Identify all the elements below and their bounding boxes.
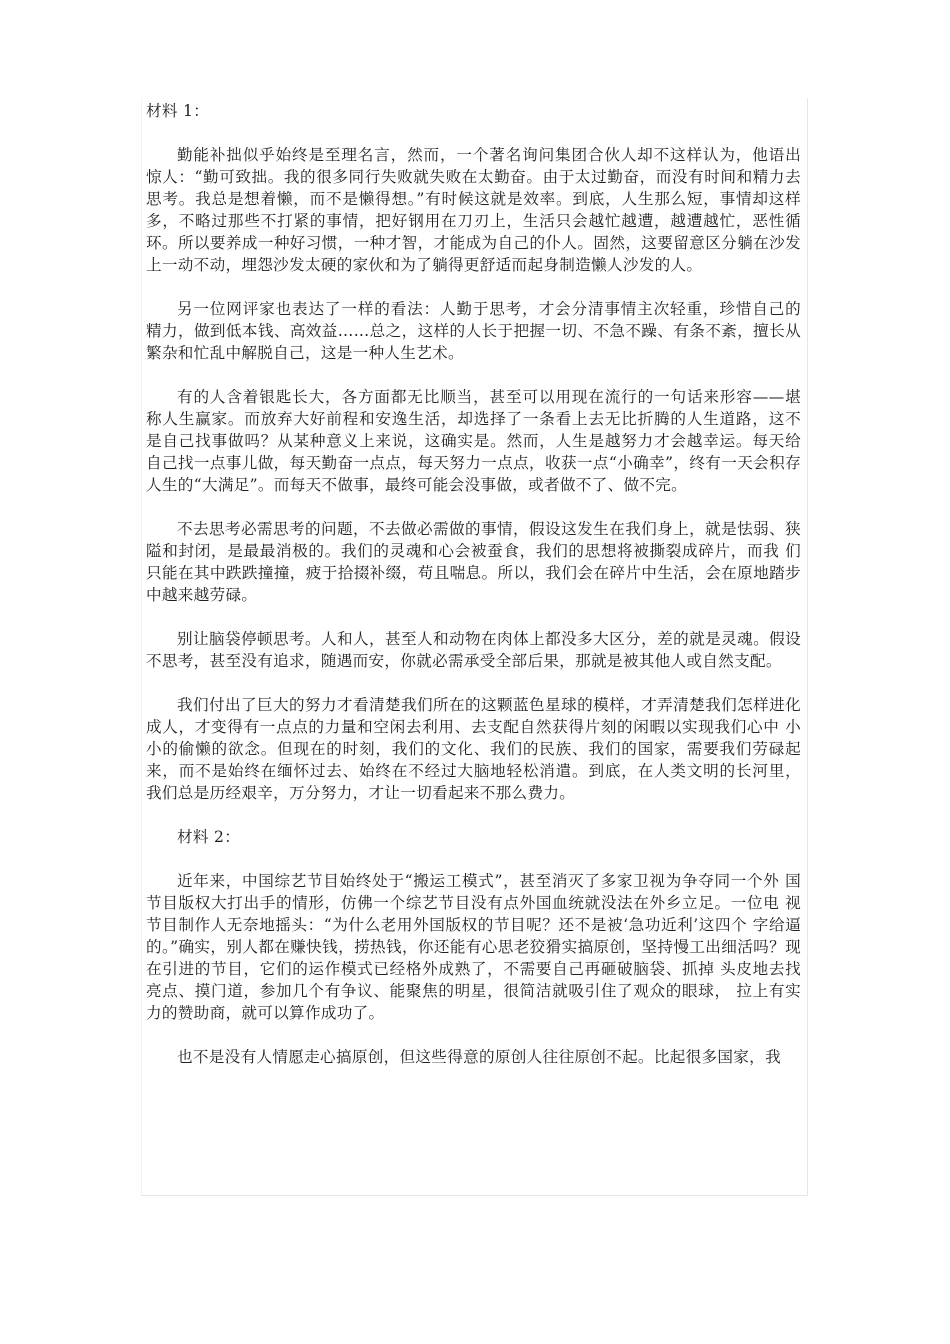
material-2-title: 材料 2： [177, 828, 241, 846]
material-1-title: 材料 1： [146, 102, 210, 120]
material-1-paragraph-5: 别让脑袋停顿思考。人和人，甚至人和动物在肉体上都没多大区分，差的就是灵魂。假设不思考，甚至没有追求，随遇而安，你就必需承受全部后果，那就是被其他人或自然支配。 [146, 630, 801, 670]
document-body [146, 100, 801, 1068]
material-1-paragraph-1: 勤能补拙似乎始终是至理名言，然而，一个著名询问集团合伙人却不这样认为，他语出 惊人：“勤可致拙。我的很多同行失败就失败在太勤奋。由于太过勤奋，而没有时间和精力去思考。我总是想着懒，而不是懒得想。”有时候这就是效率。到底，人生那么短，事情却这样多，不略过那些不打紧的事情，把好钢用在刀刃上，生活只会越忙越遭，越遭越忙，恶性循环。所以要养成一种好习惯，一种才智，才能成为自己的仆人。固然，这要留意区分躺在沙发上一动不动，埋怨沙发太硬的家伙和为了躺得更舒适而起身制造懒人沙发的人。 [146, 146, 801, 274]
material-2-paragraph-1: 近年来，中国综艺节目始终处于“搬运工模式”，甚至消灭了多家卫视为争夺同一个外 国节目版权大打出手的情形，仿佛一个综艺节目没有点外国血统就没法在外乡立足。一位电 视节目制作人无奈地摇头：“为什么老用外国版权的节目呢？还不是被‘急功近利’这四个 字给逼的。”确实，别人都在赚快钱，捞热钱，你还能有心思老狡猾实搞原创，坚持慢工出细活吗？现在引进的节目，它们的运作模式已经格外成熟了，不需要自己再砸破脑袋、抓掉 头皮地去找亮点、摸门道，参加几个有争议、能聚焦的明星，很简洁就吸引住了观众的眼球， 拉上有实力的赞助商，就可以算作成功了。 [146, 872, 801, 1022]
material-1-paragraph-3: 有的人含着银匙长大，各方面都无比顺当，甚至可以用现在流行的一句话来形容——堪 称人生赢家。而放弃大好前程和安逸生活，却选择了一条看上去无比折腾的人生道路，这不 是自己找事做吗？从某种意义上来说，这确实是。然而，人生是越努力才会越幸运。每天给 自己找一点事儿做，每天勤奋一点点，每天努力一点点，收获一点“小确幸”，终有一天会积存人生的“大满足”。而每天不做事，最终可能会没事做，或者做不了、做不完。 [146, 388, 801, 494]
material-1-paragraph-4: 不去思考必需思考的问题，不去做必需做的事情，假设这发生在我们身上，就是怯弱、狭隘和封闭，是最最消极的。我们的灵魂和心会被蚕食，我们的思想将被撕裂成碎片，而我 们只能在其中跌跌撞撞，疲于拾掇补缀，苟且喘息。所以，我们会在碎片中生活，会在原地踏步中越来越劳碌。 [146, 520, 801, 604]
material-1-paragraph-6: 我们付出了巨大的努力才看清楚我们所在的这颗蓝色星球的模样，才弄清楚我们怎样进化成人，才变得有一点点的力量和空闲去利用、去支配自然获得片刻的闲暇以实现我们心中 小小的偷懒的欲念。但现在的时刻，我们的文化、我们的民族、我们的国家，需要我们劳碌起来，而不是始终在缅怀过去、始终在不经过大脑地轻松消遣。到底，在人类文明的长河里， 我们总是历经艰辛，万分努力，才让一切看起来不那么费力。 [146, 696, 801, 802]
material-2-paragraph-2: 也不是没有人情愿走心搞原创，但这些得意的原创人往往原创不起。比起很多国家，我 [177, 1048, 781, 1066]
material-1-paragraph-2: 另一位网评家也表达了一样的看法：人勤于思考，才会分清事情主次轻重，珍惜自己的 精力，做到低本钱、高效益……总之，这样的人长于把握一切、不急不躁、有条不紊，擅长从繁杂和忙乱中解脱自己，这是一种人生艺术。 [146, 300, 801, 362]
